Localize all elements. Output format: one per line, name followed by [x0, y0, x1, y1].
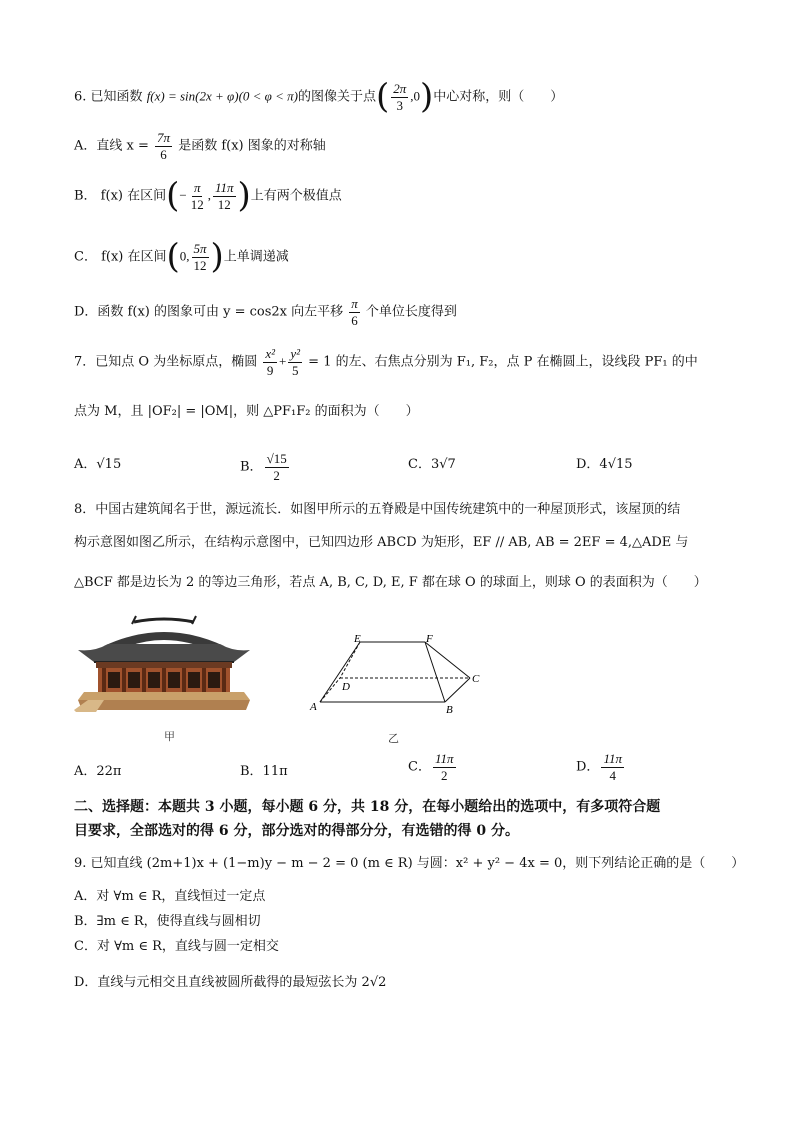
opt-text: C． f(x) 在区间 — [74, 249, 167, 265]
right-paren: ) — [210, 236, 224, 277]
opt-text: B． f(x) 在区间 — [74, 188, 167, 204]
left-paren: ( — [376, 76, 390, 117]
q6-stem-mid: 的图像关于点 — [297, 89, 376, 105]
opt-text: D．函数 f(x) 的图象可由 y = cos2x 向左平移 — [74, 304, 344, 320]
label-a: A — [310, 701, 317, 713]
frac-den: 12 — [193, 257, 207, 273]
frac-num: x² — [265, 346, 276, 361]
minus-sign: − — [179, 187, 187, 203]
q9-option-c: C．对 ∀m ∈ R，直线与圆一定相交 — [74, 939, 279, 954]
opt-text: 上单调递减 — [223, 249, 289, 265]
frac-num: y² — [290, 346, 301, 361]
frac-den: 5 — [291, 362, 299, 378]
q8-stem-line3: △BCF 都是边长为 2 的等边三角形，若点 A, B, C, D, E, F 都在球 O 的球面上，则球 O 的表面积为（ ） — [74, 575, 707, 590]
label-c: C — [472, 673, 480, 685]
q7-stem-line2 — [74, 405, 419, 418]
opt-text: 上有两个极值点 — [250, 188, 342, 204]
right-paren: ) — [237, 175, 251, 216]
frac-den: 6 — [160, 146, 167, 162]
section-2-header-line2: 目要求，全部选对的得 6 分，部分选对的得部分分，有选错的得 0 分。 — [74, 823, 519, 839]
q6-stem-suffix: 中心对称，则（ ） — [433, 89, 564, 105]
frac-num: 11π — [603, 751, 622, 766]
frac-num: 11π — [434, 751, 454, 766]
q7-text: 点为 M，且 |OF₂| = |OM|，则 △PF₁F₂ 的面积为（ ） — [74, 404, 419, 419]
left-paren: ( — [166, 175, 180, 216]
q6-option-b: B． f(x) 在区间(− $\frac{\pi}{12}$ , $\frac{11\pi}{12}$ )上有两个极值点 — [74, 175, 342, 216]
q6-stem-prefix: 6. 已知函数 — [74, 89, 143, 105]
q6-point-fraction — [391, 82, 408, 112]
q7-option-b — [240, 452, 291, 482]
section-2-header-line1: 二、选择题：本题共 3 小题，每小题 6 分，共 18 分，在每小题给出的选项中，有多项符合题 — [74, 799, 661, 815]
q7-option-d: D．4√15 — [576, 457, 633, 472]
frac-den: 12 — [190, 196, 204, 212]
q9-stem: 9. 已知直线 (2m+1)x + (1−m)y − m − 2 = 0 (m ∈ R) 与圆：x² + y² − 4x = 0，则下列结论正确的是（ ） — [74, 856, 745, 871]
q9-option-b: B．∃m ∈ R，使得直线与圆相切 — [74, 914, 261, 929]
figure-caption-right: 乙 — [388, 732, 399, 745]
opt-label: C． — [408, 759, 431, 775]
q8-stem-line1: 8．中国古建筑闻名于世，源远流长．如图甲所示的五脊殿是中国传统建筑中的一种屋顶形式，该屋顶的结 — [74, 502, 681, 517]
frac-den: 12 — [217, 196, 231, 212]
q9-option-a: A．对 ∀m ∈ R，直线恒过一定点 — [74, 889, 266, 904]
opt-label: B． — [240, 459, 263, 475]
q7-text: = 1 的左、右焦点分别为 F₁, F₂，点 P 在椭圆上，设线段 PF₁ 的中 — [308, 354, 698, 370]
q8-option-d — [576, 752, 626, 782]
q7-option-a: A．√15 — [74, 457, 122, 472]
opt-text: 是函数 f(x) 图象的对称轴 — [178, 138, 326, 154]
frac-num: 11π — [214, 180, 234, 195]
q6-option-c: C． f(x) 在区间(0, $\frac{5\pi}{12}$ )上单调递减 — [74, 236, 289, 277]
q6-function: f(x) = sin(2x + φ)(0 < φ < π) — [146, 88, 298, 104]
frac-den: 3 — [396, 97, 404, 113]
frac-den: 2 — [273, 467, 280, 483]
q7-text: 7．已知点 O 为坐标原点，椭圆 — [74, 354, 258, 370]
opt-text: A．直线 x = — [74, 138, 149, 154]
q6-option-d — [74, 297, 457, 327]
opt-label: D． — [576, 759, 600, 775]
frac-num: π — [351, 296, 358, 311]
q8-option-b: B．11π — [240, 764, 288, 779]
q6-stem — [74, 76, 564, 117]
left-paren: ( — [166, 236, 180, 277]
label-f: F — [426, 633, 433, 645]
frac-num: √15 — [266, 451, 287, 466]
frac-den: 9 — [266, 362, 274, 378]
q9-option-d: D．直线与元相交且直线被圆所截得的最短弦长为 2√2 — [74, 975, 387, 990]
opt-fraction — [433, 752, 456, 782]
q8-option-c — [408, 752, 458, 782]
frac-num: 7π — [157, 130, 171, 145]
opt-fraction — [213, 181, 236, 211]
roof-structure-diagram — [300, 630, 500, 725]
label-d: D — [342, 681, 350, 693]
label-b: B — [446, 704, 453, 716]
opt-fraction — [155, 131, 172, 161]
ellipse-y-term — [288, 347, 302, 377]
q6-point-tail: ,0 — [410, 88, 421, 104]
opt-fraction — [192, 242, 209, 272]
frac-num: 5π — [193, 241, 207, 256]
figure-caption-left: 甲 — [164, 730, 175, 743]
opt-fraction — [189, 181, 206, 211]
temple-illustration — [74, 612, 254, 717]
q6-option-a — [74, 131, 326, 161]
opt-fraction — [601, 752, 624, 782]
ellipse-x-term — [263, 347, 277, 377]
frac-num: π — [193, 180, 201, 195]
frac-num: 2π — [393, 81, 407, 96]
q8-option-a: A．22π — [74, 764, 122, 779]
frac-den: 4 — [609, 767, 616, 783]
q7-option-c: C．3√7 — [408, 457, 456, 472]
frac-den: 2 — [440, 767, 448, 783]
right-paren: ) — [420, 76, 434, 117]
opt-fraction — [265, 452, 289, 482]
q7-stem-line1: 7．已知点 O 为坐标原点，椭圆 $\frac{\text{x²}}{9}$ + $\frac{\text{y²}}{5}$ = 1 的左、右焦点分别为 F₁, F₂，点 P 在椭圆上，设线段 PF₁ 的中 — [74, 346, 698, 378]
opt-fraction — [349, 297, 360, 327]
label-e: E — [354, 633, 361, 645]
opt-text: 个单位长度得到 — [365, 304, 457, 320]
frac-den: 6 — [351, 312, 358, 328]
q8-stem-line2: 构示意图如图乙所示，在结构示意图中，已知四边形 ABCD 为矩形，EF // AB, AB = 2EF = 4,△ADE 与 — [74, 535, 689, 550]
